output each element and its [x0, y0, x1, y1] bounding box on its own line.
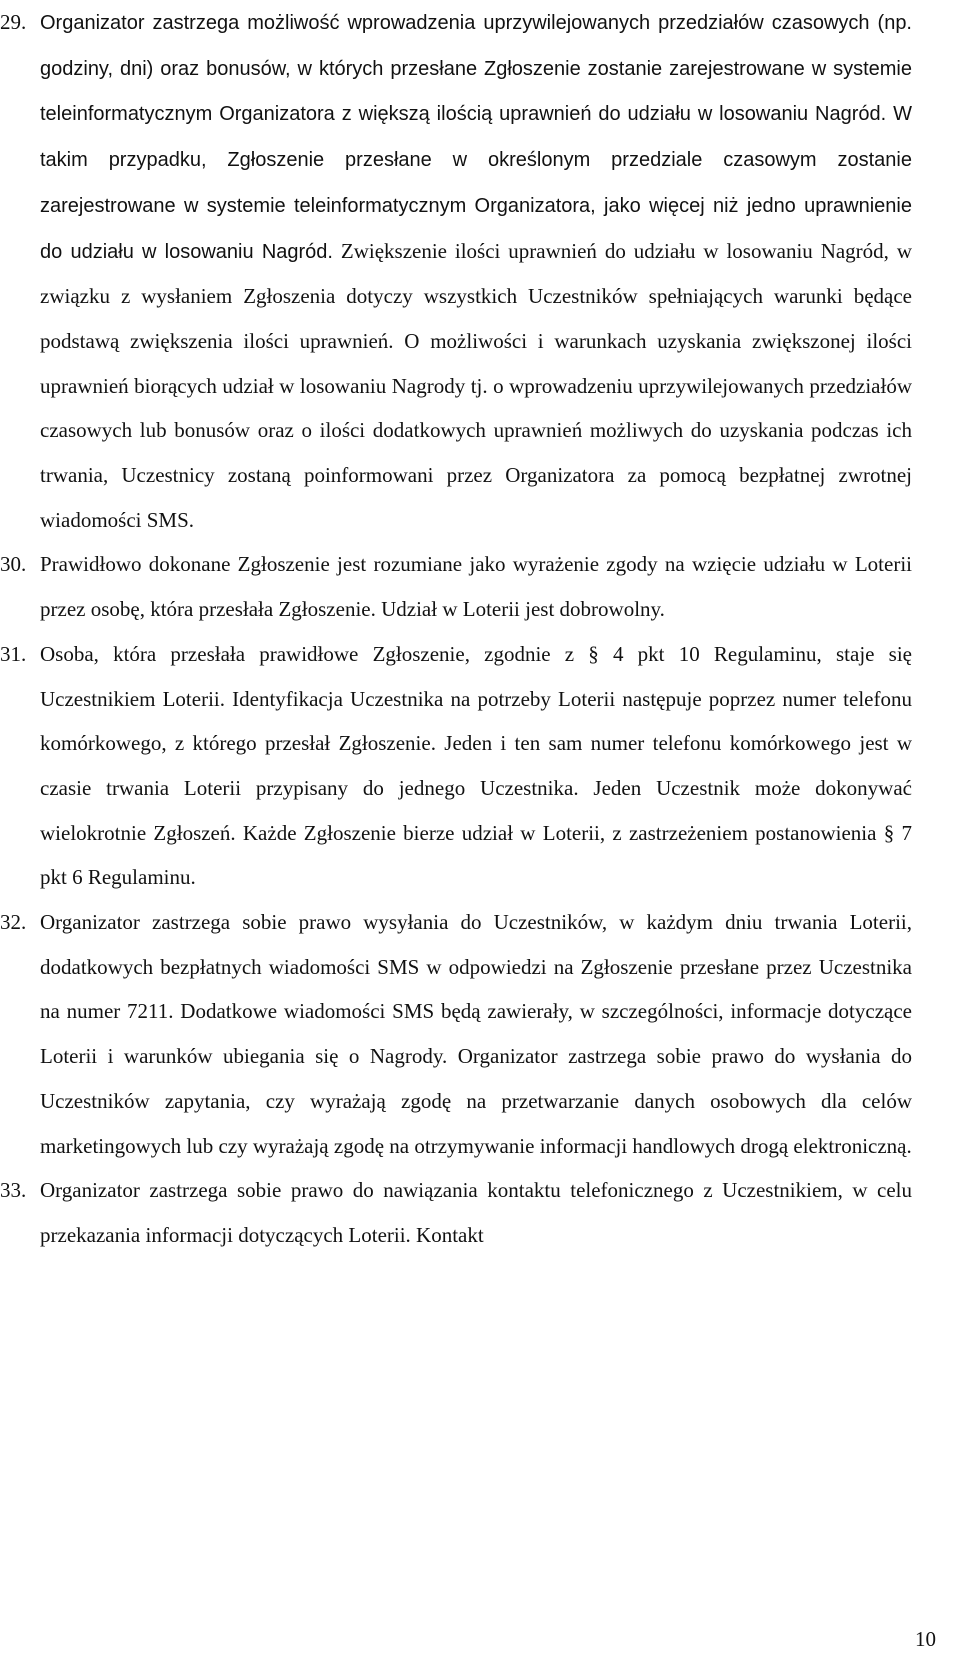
paragraph-33: [0, 1168, 912, 1257]
paragraph-number: 31.: [0, 641, 27, 666]
paragraph-30: [0, 542, 912, 631]
paragraph-text: Osoba, która przesłała prawidłowe Zgłoszenie, zgodnie z § 4 pkt 10 Regulaminu, staje się Uczestnikiem Loterii. Identyfikacja Uczestnika na potrzeby Loterii następuje poprzez numer telefonu komórkowego, z którego przesłał Zgłoszenie. Jeden i ten sam numer telefonu komórkowego jest w czasie trwania Loterii przypisany do jednego Uczestnika. Jeden Uczestnik może dokonywać wielokrotnie Zgłoszeń. Każde Zgłoszenie bierze udział w Loterii, z zastrzeżeniem postanowienia § 7 pkt 6 Regulaminu.: [40, 641, 912, 890]
paragraph-text: Prawidłowo dokonane Zgłoszenie jest rozumiane jako wyrażenie zgody na wzięcie udziału w Loterii przez osobę, która przesłała Zgłoszenie. Udział w Loterii jest dobrowolny.: [40, 552, 912, 622]
paragraph-text: [40, 0, 912, 542]
paragraph-number: 30.: [0, 552, 27, 577]
paragraph-text: Organizator zastrzega sobie prawo wysyłania do Uczestników, w każdym dniu trwania Loterii, dodatkowych bezpłatnych wiadomości SMS w odpowiedzi na Zgłoszenie przesłane przez Uczestnika na numer 7211. Dodatkowe wiadomości SMS będą zawierały, w szczególności, informacje dotyczące Loterii i warunków ubiegania się o Nagrody. Organizator zastrzega sobie prawo do wysłania do Uczestników zapytania, czy wyrażają zgodę na przetwarzanie danych osobowych dla celów marketingowych lub czy wyrażają zgodę na otrzymywanie informacji handlowych drogą elektroniczną.: [40, 910, 912, 1158]
paragraph-32: [0, 900, 912, 1168]
paragraph-31: [0, 632, 912, 900]
paragraph-text: Organizator zastrzega sobie prawo do nawiązania kontaktu telefonicznego z Uczestnikiem, w celu przekazania informacji dotyczących Loterii. Kontakt: [40, 1178, 912, 1247]
paragraph-number: 29.: [0, 10, 27, 34]
paragraph-text-part-a: Organizator zastrzega możliwość wprowadzenia uprzywilejowanych przedziałów czasowych (np. godziny, dni) oraz bonusów, w których przesłane Zgłoszenie zostanie zarejestrowane w systemie teleinformatycznym Organizatora z większą ilością uprawnień do udziału w losowaniu Nagród. W takim przypadku, Zgłoszenie przesłane w określonym przedziale czasowym zostanie zarejestrowane w systemie teleinformatycznym Organizatora, jako więcej niż jedno uprawnienie do udziału w losowaniu Nagród.: [40, 12, 912, 263]
paragraph-number: 32.: [0, 910, 27, 935]
paragraph-number: 33.: [0, 1178, 27, 1203]
paragraph-text-part-b: Zwiększenie ilości uprawnień do udziału w losowaniu Nagród, w związku z wysłaniem Zgłoszenia dotyczy wszystkich Uczestników spełniających warunki będące podstawą zwiększenia ilości uprawnień. O możliwości i warunkach uzyskania zwiększonej ilości uprawnień biorących udział w losowaniu Nagrody tj. o wprowadzeniu uprzywilejowanych przedziałów czasowych lub bonusów oraz o ilości dodatkowych uprawnień możliwych do uzyskania podczas ich trwania, Uczestnicy zostaną poinformowani przez Organizatora za pomocą bezpłatnej zwrotnej wiadomości SMS.: [40, 238, 912, 532]
page-number: 10: [915, 1627, 936, 1651]
paragraph-29: [0, 0, 912, 542]
